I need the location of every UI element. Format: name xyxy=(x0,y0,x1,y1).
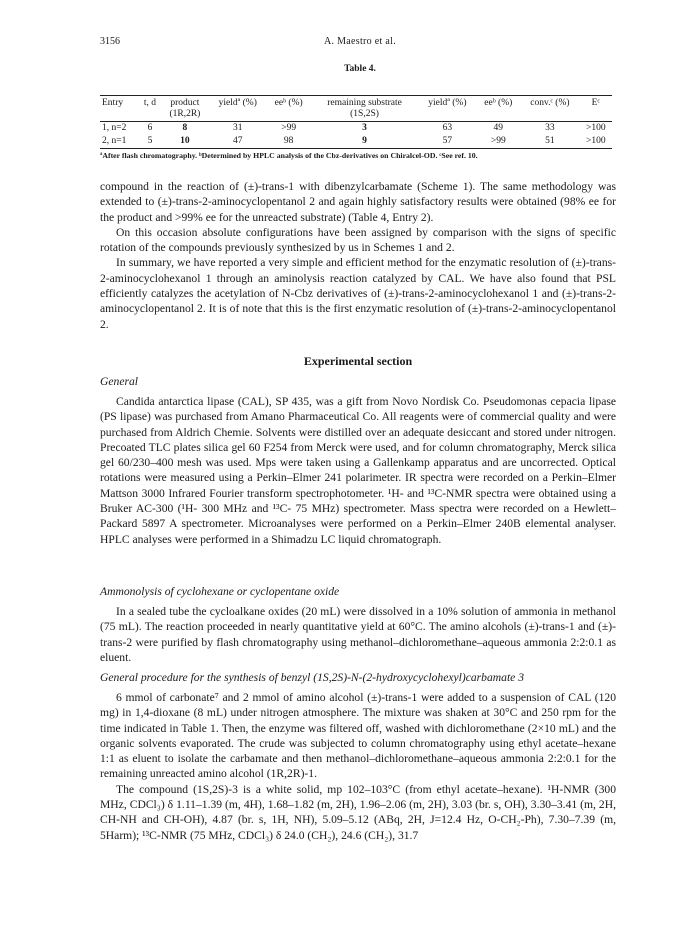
col-substrate-config: (1S,2S) xyxy=(350,109,379,119)
cell: 6 xyxy=(147,123,153,133)
col-entry: Entry xyxy=(100,96,139,122)
cell: 49 xyxy=(493,123,504,133)
running-title: A. Maestro et al. xyxy=(323,36,397,47)
section-heading: Experimental section xyxy=(303,354,413,368)
col-ee: eeᵇ (%) xyxy=(267,96,311,122)
page-number: 3156 xyxy=(100,36,120,47)
cell: 31 xyxy=(233,123,243,133)
results-table xyxy=(100,95,612,149)
col-e-value: Eᶜ xyxy=(580,96,612,122)
cell: 3 xyxy=(362,123,367,133)
cell: 1, n=2 xyxy=(102,123,127,133)
body-text-block-2 xyxy=(100,394,616,547)
subsection-heading: General xyxy=(100,375,138,388)
col-conversion: conv.ᶜ (%) xyxy=(520,96,579,122)
cell: 10 xyxy=(161,135,209,149)
col-product xyxy=(161,96,209,122)
cell: 63 xyxy=(442,123,453,133)
cell: 51 xyxy=(520,135,579,149)
table-row xyxy=(100,135,612,149)
col-yield-2: yieldª (%) xyxy=(418,96,476,122)
running-header xyxy=(100,36,620,50)
col-yield: yieldª (%) xyxy=(209,96,267,122)
col-substrate xyxy=(311,96,419,122)
cell: 33 xyxy=(545,123,555,133)
body-text-block-3 xyxy=(100,604,616,665)
cell: >100 xyxy=(585,123,606,133)
subsection-heading: Ammonolysis of cyclohexane or cyclopentane oxide xyxy=(100,585,340,598)
paragraph: The compound (1S,2S)-3 is a white solid, mp 102–103°C (from ethyl acetate–hexane). ¹H-NMR (300 MHz, CDCl₃) δ 1.11–1.39 (m, 4H), 1.68–1.82 (m, 2H), 1.96–2.06 (m, 2H), 3.03 (br. s, OH), 3.30–3.41 (m, 2H, CH-NH and CH-OH), 4.87 (br. s, 1H, NH), 5.09–5.12 (ABq, 2H, J=12.4 Hz, O-CH₂-Ph), 7.30–7.39 (m, 5Harm); ¹³C-NMR (75 MHz, CDCl₃) δ 24.0 (CH₂), 24.6 (CH₂), 31.7 xyxy=(100,782,616,842)
cell: 9 xyxy=(311,135,419,149)
body-text-block-4 xyxy=(100,690,616,843)
paragraph: 6 mmol of carbonate⁷ and 2 mmol of amino alcohol (±)-trans-1 were added to a suspension of CAL (120 mg) in 1,4-dioxane (8 mL) under nitrogen atmosphere. The mixture was shaken at 30°C and 250 rpm for the time indicated in Table 1. Then, the enzyme was filtered off, washed with dichloromethane (2×10 mL) and the organic solvents evaporated. The crude was subjected to column chromatography using ethyl acetate–hexane 1:1 as eluent to isolate the carbamate and then methanol–dichloromethane–aqueous ammonia 2:2:0.1 for the remaining unreacted amino alcohol (1R,2R)-1. xyxy=(100,691,616,781)
col-product-config: (1R,2R) xyxy=(169,109,201,119)
cell: 47 xyxy=(209,135,267,149)
paragraph: On this occasion absolute configurations have been assigned by comparison with the signs of specific rotation of the compounds previously synthesized by us in Schemes 1 and 2. xyxy=(100,225,616,255)
cell: >100 xyxy=(580,135,612,149)
col-time: t, d xyxy=(139,96,161,122)
paragraph: In a sealed tube the cycloalkane oxides (20 mL) were dissolved in a 10% solution of ammonia in methanol (75 mL). The reaction proceeded in nearly quantitative yield at 60°C. The amino alcohols (±)-trans-1 and (±)-trans-2 were purified by flash chromatography using methanol–dichloromethane–aqueous ammonia 2:2:0.1 as eluent. xyxy=(100,605,616,664)
paragraph: In summary, we have reported a very simple and efficient method for the enzymatic resolution of (±)-trans-2-aminocyclohexanol 1 through an aminolysis reaction catalyzed by CAL. We have also found that PSL efficiently catalyzes the acetylation of N-Cbz derivatives of (±)-trans-2-aminocyclohexanol 1 and (±)-trans-2-aminocyclopentanol 2. It is of note that this is the first enzymatic resolution of (±)-trans-2-aminocyclopentanol 2. xyxy=(100,256,616,331)
col-product-label: product xyxy=(170,98,200,108)
cell: 5 xyxy=(139,135,161,149)
cell: 57 xyxy=(418,135,476,149)
body-text-block-1 xyxy=(100,179,616,332)
cell: >99 xyxy=(476,135,520,149)
col-ee-2: eeᵇ (%) xyxy=(476,96,520,122)
cell: 98 xyxy=(267,135,311,149)
cell: >99 xyxy=(281,123,297,133)
table-footnote: ªAfter flash chromatography. ᵇDetermined by HPLC analysis of the Cbz-derivatives on Chiralcel-OD. ᶜSee ref. 10. xyxy=(100,151,478,160)
paragraph: compound in the reaction of (±)-trans-1 with dibenzylcarbamate (Scheme 1). The same methodology was extended to (±)-trans-2-aminocyclopentanol 2 and again highly satisfactory results were obtained (98% ee for the product and >99% ee for the unreacted substrate) (Table 4, Entry 2). xyxy=(100,180,616,224)
table-header-row xyxy=(100,96,612,122)
cell: 2, n=1 xyxy=(100,135,139,149)
subsection-heading: General procedure for the synthesis of benzyl (1S,2S)-N-(2-hydroxycyclohexyl)carbamate 3 xyxy=(100,671,525,684)
table-row xyxy=(100,122,612,136)
cell: 8 xyxy=(182,123,188,133)
col-substrate-label: remaining substrate xyxy=(327,98,402,108)
paragraph: Candida antarctica lipase (CAL), SP 435, was a gift from Novo Nordisk Co. Pseudomonas cepacia lipase (PS lipase) was purchased from Amano Pharmaceutical Co. All reagents were of commercial quality and were purchased from Aldrich Chemie. Solvents were distilled over an adequate desiccant and stored under nitrogen. Precoated TLC plates silica gel 60 F254 from Merck were used, and for column chromatography, Merck silica gel 60/230–400 mesh was used. Mps were taken using a Gallenkamp apparatus and are uncorrected. Optical rotations were measured using a Perkin–Elmer 241 polarimeter. IR spectra were recorded on a Perkin–Elmer Mattson 3000 Infrared Fourier transform spectrophotometer. ¹H- and ¹³C-NMR spectra were obtained using a Bruker AC-300 (¹H- 300 MHz and ¹³C- 75 MHz) spectrometer. Mass spectra were recorded on a Hewlett–Packard 5897 A spectrometer. Microanalyses were performed on a Perkin–Elmer 240B elemental analyser. HPLC analyses were performed in a Shimadzu LC liquid chromatograph. xyxy=(100,395,616,546)
table-caption: Table 4. xyxy=(344,64,376,74)
